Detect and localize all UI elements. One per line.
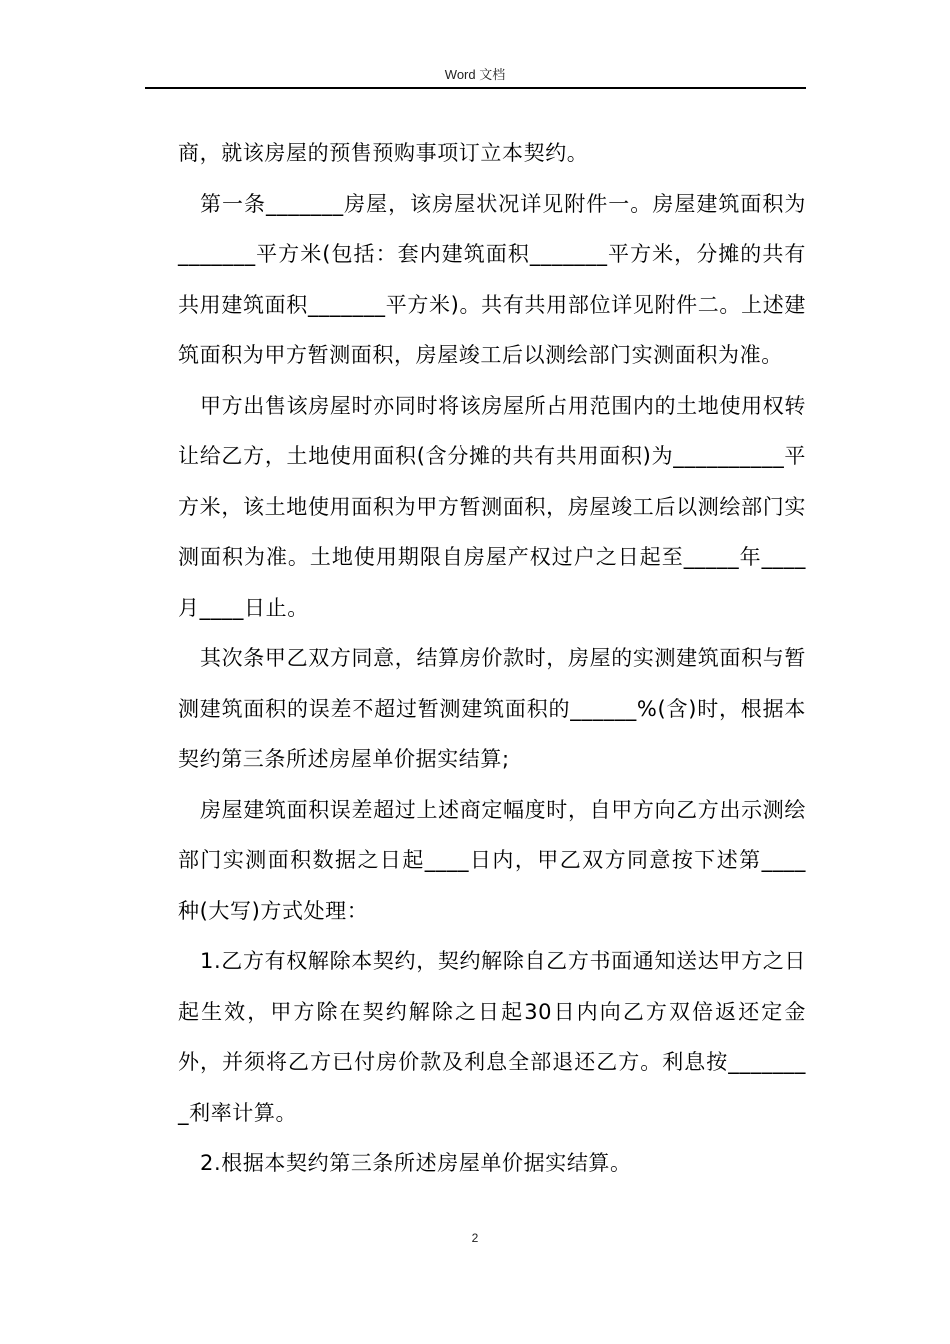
header-divider <box>145 87 806 89</box>
paragraph-option-1: 1.乙方有权解除本契约，契约解除自乙方书面通知送达甲方之日起生效，甲方除在契约解除之日起30日内向乙方双倍返还定金外，并须将乙方已付房价款及利息全部退还乙方。利息按________利率计算。 <box>178 949 806 1125</box>
paragraph-area-error: 房屋建筑面积误差超过上述商定幅度时，自甲方向乙方出示测绘部门实测面积数据之日起____日内，甲乙双方同意按下述第____种(大写)方式处理： <box>178 797 806 923</box>
document-body <box>178 128 806 1189</box>
page-number: 2 <box>471 1231 479 1245</box>
paragraph-article-1: 第一条_______房屋，该房屋状况详见附件一。房屋建筑面积为_______平方米(包括：套内建筑面积_______平方米，分摊的共有共用建筑面积_______平方米)。共有共用部位详见附件二。上述建筑面积为甲方暂测面积，房屋竣工后以测绘部门实测面积为准。 <box>178 191 806 367</box>
paragraph-continuation: 商，就该房屋的预售预购事项订立本契约。 <box>178 141 589 165</box>
paragraph-land-use: 甲方出售该房屋时亦同时将该房屋所占用范围内的土地使用权转让给乙方，土地使用面积(含分摊的共有共用面积)为__________平方米，该土地使用面积为甲方暂测面积，房屋竣工后以测绘部门实测面积为准。土地使用期限自房屋产权过户之日起至_____年____月____日止。 <box>178 393 806 620</box>
paragraph-article-2: 其次条甲乙双方同意，结算房价款时，房屋的实测建筑面积与暂测建筑面积的误差不超过暂测建筑面积的______%(含)时，根据本契约第三条所述房屋单价据实结算; <box>178 646 806 771</box>
page-header-title: Word 文档 <box>444 67 506 82</box>
paragraph-option-2: 2.根据本契约第三条所述房屋单价据实结算。 <box>200 1151 632 1175</box>
